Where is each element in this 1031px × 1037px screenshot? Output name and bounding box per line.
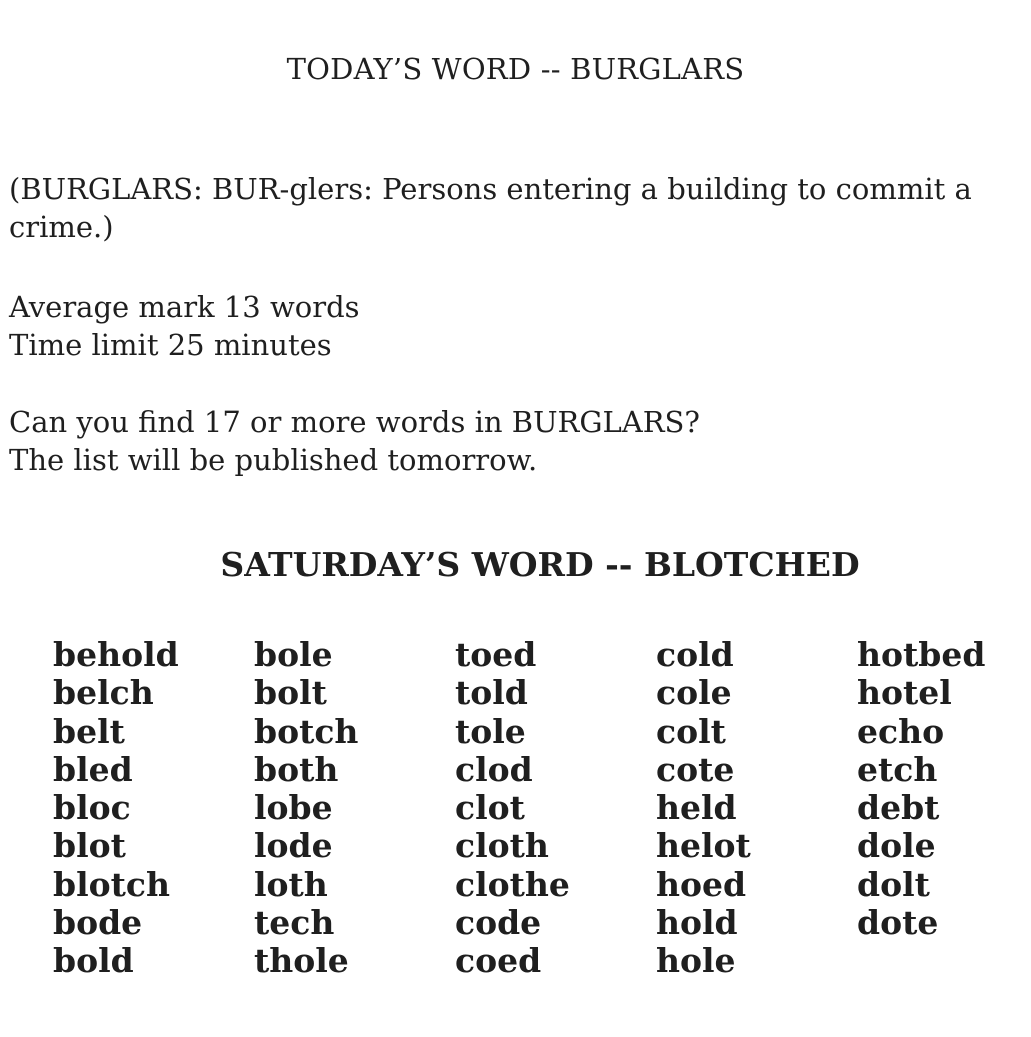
word-item: echo [857,711,945,751]
challenge-block [9,403,700,479]
word-item: hoed [656,864,747,904]
word-item: code [455,903,542,943]
today-title: TODAY’S WORD -- BURGLARS [286,52,745,86]
word-item: belch [53,673,154,713]
word-item: both [254,749,339,789]
word-item: blot [53,826,126,866]
word-item: bloc [53,788,131,828]
word-item: lobe [254,788,333,828]
word-item: clothe [455,864,570,904]
time-limit: Time limit 25 minutes [9,328,332,362]
word-column [254,636,455,981]
word-item: bolt [254,673,327,713]
average-mark: Average mark 13 words [9,290,360,324]
word-item: loth [254,864,328,904]
word-item: dote [857,903,939,943]
word-item: bole [254,635,333,674]
word-item: hotel [857,673,952,713]
word-column [656,636,857,981]
word-item: hold [656,903,738,943]
publish-note: The list will be published tomorrow. [9,443,538,477]
word-item: clod [455,749,533,789]
word-column [857,636,1031,981]
saturday-title: SATURDAY’S WORD -- BLOTCHED [220,545,860,584]
word-item: belt [53,711,125,751]
word-list [53,636,1031,981]
word-item: etch [857,749,938,789]
word-item: cole [656,673,732,713]
word-item: lode [254,826,333,866]
word-item: tech [254,903,335,943]
stats-block [9,288,360,364]
word-column [53,636,254,981]
word-item: debt [857,788,940,828]
challenge-question: Can you find 17 or more words in BURGLARS? [9,405,700,439]
word-item: told [455,673,528,713]
word-item: cloth [455,826,549,866]
word-item: dolt [857,864,930,904]
word-item: colt [656,711,726,751]
word-item: hotbed [857,635,986,674]
word-item: toed [455,635,537,674]
word-item: blotch [53,864,170,904]
word-item: thole [254,941,349,981]
word-item: cote [656,749,735,789]
word-item: coed [455,941,542,981]
word-item: tole [455,711,526,751]
word-item: helot [656,826,751,866]
word-item: bode [53,903,143,943]
word-item: botch [254,711,359,751]
word-item: bled [53,749,133,789]
word-item: held [656,788,737,828]
word-item: clot [455,788,525,828]
word-column [455,636,656,981]
word-item: bold [53,941,134,981]
definition-text: (BURGLARS: BUR-glers: Persons entering a building to commit a crime.) [9,172,972,244]
word-item: behold [53,635,179,674]
word-item: cold [656,635,734,674]
word-item: hole [656,941,736,981]
word-item: dole [857,826,936,866]
